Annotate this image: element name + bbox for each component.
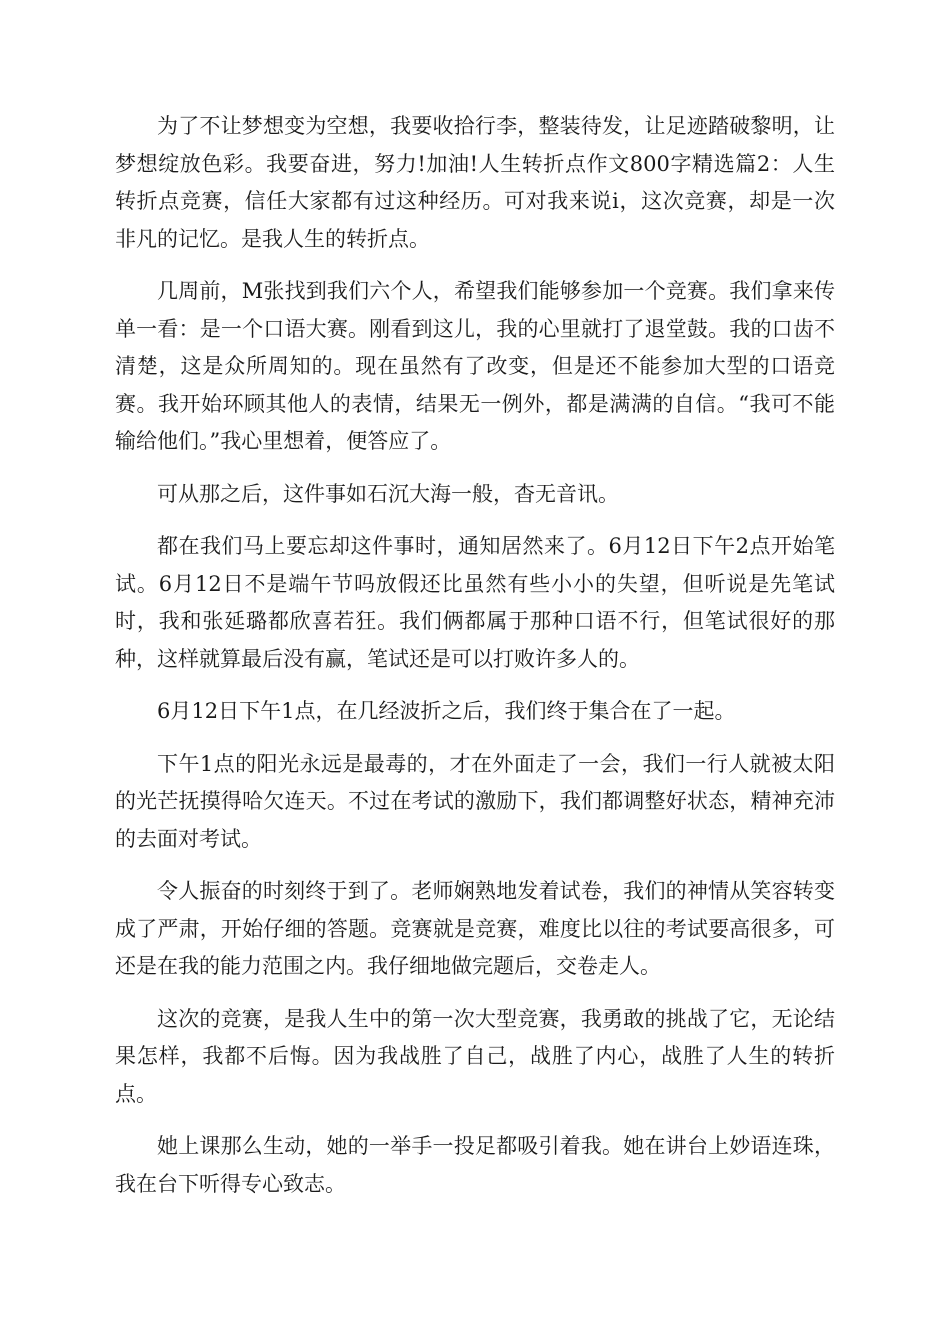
paragraph-8: 这次的竞赛，是我人生中的第一次大型竞赛，我勇敢的挑战了它，无论结果怎样，我都不后悔。因为我战胜了自己，战胜了内心，战胜了人生的转折点。 [115,1006,835,1106]
paragraph-2: 几周前，M张找到我们六个人，希望我们能够参加一个竞赛。我们拿来传单一看：是一个口语大赛。刚看到这儿，我的心里就打了退堂鼓。我的口齿不清楚，这是众所周知的。现在虽然有了改变，但是还不能参加大型的口语竞赛。我开始环顾其他人的表情，结果无一例外，都是满满的自信。“我可不能输给他们。”我心里想着，便答应了。 [115,279,835,453]
document-page [115,108,835,1218]
paragraph-6: 下午1点的阳光永远是最毒的，才在外面走了一会，我们一行人就被太阳的光芒抚摸得哈欠连天。不过在考试的激励下，我们都调整好状态，精神充沛的去面对考试。 [115,751,835,851]
paragraph-9: 她上课那么生动，她的一举手一投足都吸引着我。她在讲台上妙语连珠，我在台下听得专心致志。 [115,1134,835,1196]
paragraph-7: 令人振奋的时刻终于到了。老师娴熟地发着试卷，我们的神情从笑容转变成了严肃，开始仔细的答题。竞赛就是竞赛，难度比以往的考试要高很多，可还是在我的能力范围之内。我仔细地做完题后，交卷走人。 [115,879,835,978]
paragraph-4: 都在我们马上要忘却这件事时，通知居然来了。6月12日下午2点开始笔试。6月12日不是端午节吗放假还比虽然有些小小的失望，但听说是先笔试时，我和张延璐都欣喜若狂。我们俩都属于那种口语不行，但笔试很好的那种，这样就算最后没有赢，笔试还是可以打败许多人的。 [115,534,835,671]
paragraph-5: 6月12日下午1点，在几经波折之后，我们终于集合在了一起。 [157,699,736,723]
paragraph-3: 可从那之后，这件事如石沉大海一般，杳无音讯。 [157,481,619,506]
paragraph-1: 为了不让梦想变为空想，我要收拾行李，整装待发，让足迹踏破黎明，让梦想绽放色彩。我要奋进，努力!加油!人生转折点作文800字精选篇2：人生转折点竞赛，信任大家都有过这种经历。可对我来说i，这次竞赛，却是一次非凡的记忆。是我人生的转折点。 [115,114,835,251]
